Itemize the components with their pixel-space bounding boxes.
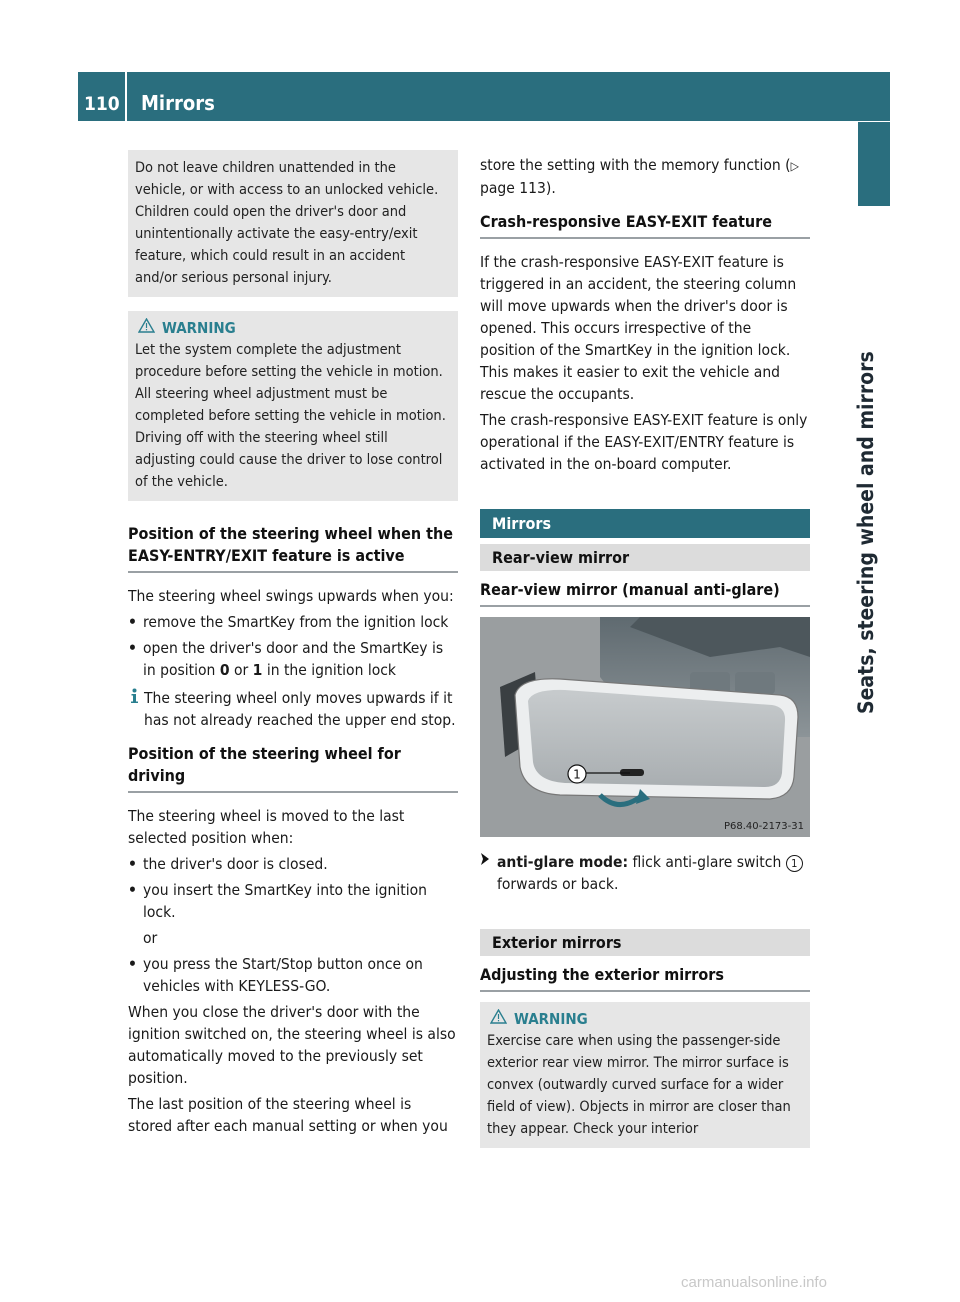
heading-position-driving: Position of the steering wheel for driving	[128, 743, 458, 793]
action-arrow-icon	[480, 851, 490, 873]
memory-continuation	[480, 154, 810, 199]
position-or: or	[233, 661, 249, 679]
position-zero: 0	[219, 661, 230, 679]
info-note	[128, 687, 458, 731]
crash-para-2: The crash-responsive EASY-EXIT feature is only operational if the EASY-EXIT/ENTRY feature is activated in the on-board computer.	[480, 411, 808, 473]
bullet-item	[128, 879, 458, 923]
para-last-position: The last position of the steering wheel is stored after each manual setting or when you	[128, 1095, 448, 1135]
bullet-text: you insert the SmartKey into the ignition lock.	[143, 881, 427, 921]
swings-intro: The steering wheel swings upwards when you:	[128, 587, 454, 605]
exterior-warning-text: Exercise care when using the passenger-side exterior rear view mirror. The mirror surface is convex (outwardly curved surface for a wider field of view). Objects in mirror are closer than they appear. Check your interior	[487, 1033, 791, 1137]
bullet-item	[128, 853, 458, 875]
page-ref-arrow-icon: ▷	[790, 159, 799, 173]
heading-crash-responsive: Crash-responsive EASY-EXIT feature	[480, 211, 810, 239]
or-text: or	[143, 929, 158, 947]
position-tail: in the ignition lock	[266, 661, 396, 679]
position-one: 1	[252, 661, 263, 679]
action-text-1: flick anti-glare switch	[632, 853, 782, 871]
sidebar-section-label: Seats, steering wheel and mirrors	[854, 351, 878, 714]
page-number: 110	[84, 93, 120, 115]
warning-label: WARNING	[514, 1010, 588, 1028]
warning-triangle-icon	[490, 1008, 508, 1030]
exterior-warning-box	[480, 1002, 810, 1148]
page-ref[interactable]: page 113).	[480, 179, 556, 197]
figure-callout: 1	[573, 767, 581, 782]
warning-label: WARNING	[162, 319, 236, 337]
bullet-item	[128, 611, 458, 633]
callout-one-icon: 1	[786, 855, 803, 872]
heading-position-easy-entry: Position of the steering wheel when the EASY-ENTRY/EXIT feature is active	[128, 523, 458, 573]
info-icon	[128, 688, 141, 705]
adjustment-warning-text: Let the system complete the adjustment procedure before setting the vehicle in motion. All steering wheel adjustment must be completed before setting the vehicle in motion. Driving off with the steering wheel still adjusting could cause the driver to lose control of the vehicle.	[135, 342, 446, 490]
mirror-illustration	[480, 617, 810, 837]
bullet-text: the driver's door is closed.	[143, 855, 328, 873]
heading-adjusting-exterior: Adjusting the exterior mirrors	[480, 964, 810, 992]
bullet-item	[128, 953, 458, 997]
child-warning-text: Do not leave children unattended in the vehicle, or with access to an unlocked vehicle. Children could open the driver's door and unintentionally activate the easy-entry/exit feature, which could result in an accident and/or serious personal injury.	[135, 160, 439, 286]
action-label: anti-glare mode:	[497, 853, 629, 871]
sidebar-tab	[858, 122, 890, 206]
chapter-title: Mirrors	[141, 91, 215, 115]
bullet-text: remove the SmartKey from the ignition lock	[143, 613, 449, 631]
section-rear-view-mirror: Rear-view mirror	[480, 544, 810, 571]
continuation-text: store the setting with the memory function (	[480, 156, 791, 174]
child-warning-box	[128, 150, 458, 297]
left-column	[128, 150, 458, 1141]
crash-para-1: If the crash-responsive EASY-EXIT feature is triggered in an accident, the steering column will move upwards when the driver's door is opened. This occurs irrespective of the position of the SmartKey in the ignition lock. This makes it easier to exit the vehicle and rescue the occupants.	[480, 253, 797, 403]
bullet-item	[128, 637, 458, 681]
bullet-text: open the driver's door and the SmartKey is in position	[143, 639, 444, 679]
section-exterior-mirrors: Exterior mirrors	[480, 929, 810, 956]
right-column	[480, 154, 810, 1148]
adjustment-warning-box	[128, 311, 458, 501]
watermark: carmanualsonline.info	[681, 1274, 827, 1291]
warning-heading	[490, 1008, 802, 1030]
driving-intro: The steering wheel is moved to the last selected position when:	[128, 807, 405, 847]
heading-rear-view-manual: Rear-view mirror (manual anti-glare)	[480, 579, 810, 607]
bullet-text: you press the Start/Stop button once on vehicles with KEYLESS-GO.	[143, 955, 423, 995]
figure-caption: P68.40-2173-31	[723, 821, 804, 832]
info-text: The steering wheel only moves upwards if it has not already reached the upper end stop.	[144, 689, 456, 729]
anti-glare-instruction	[480, 851, 810, 895]
para-close-door: When you close the driver's door with the ignition switched on, the steering wheel is also automatically moved to the previously set position.	[128, 1003, 456, 1087]
rear-view-mirror-figure	[480, 617, 810, 837]
action-text-2: forwards or back.	[497, 875, 619, 893]
section-mirrors: Mirrors	[480, 509, 810, 538]
warning-triangle-icon	[138, 317, 156, 339]
warning-heading	[138, 317, 450, 339]
